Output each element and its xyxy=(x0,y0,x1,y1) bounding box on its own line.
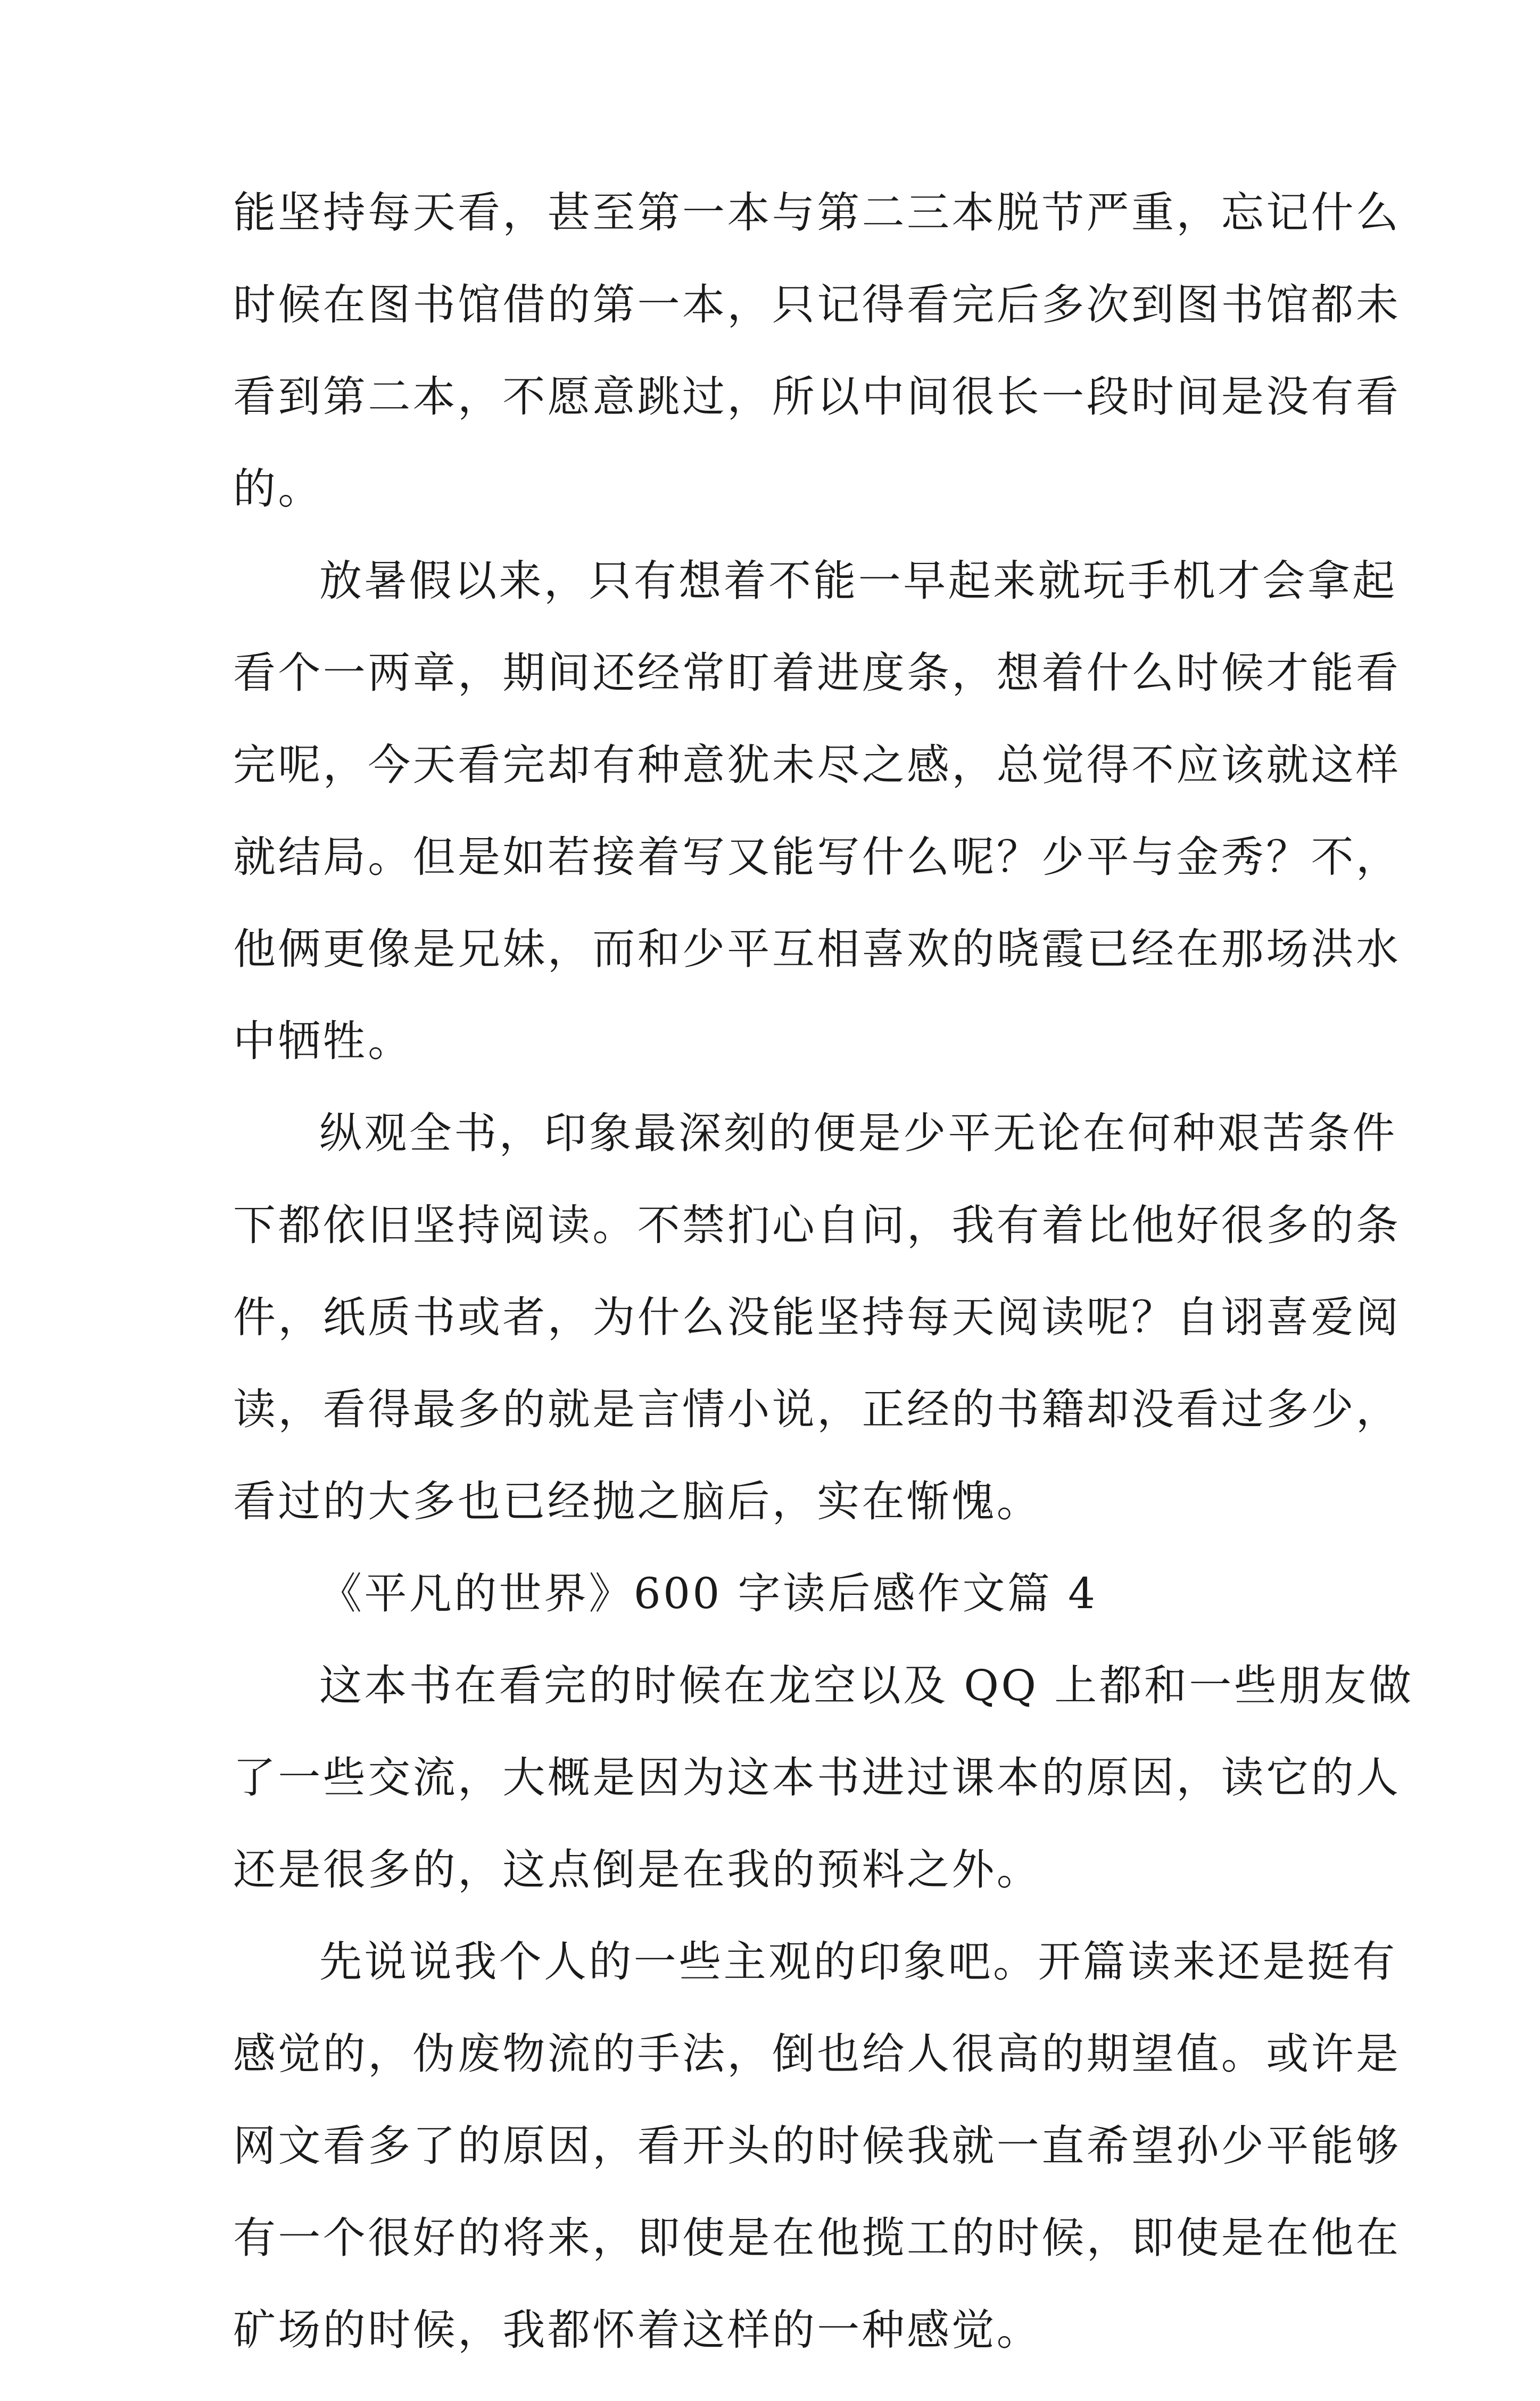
text-line: 的。 xyxy=(233,464,323,514)
text-line: 感觉的，伪废物流的手法，倒也给人很高的期望值。或许是 xyxy=(233,2029,1401,2079)
text-line: 纵观全书，印象最深刻的便是少平无论在何种艰苦条件 xyxy=(319,1108,1397,1158)
text-line: 看到第二本，不愿意跳过，所以中间很长一段时间是没有看 xyxy=(233,372,1401,421)
text-line: 读，看得最多的就是言情小说，正经的书籍却没看过多少， xyxy=(233,1385,1401,1434)
text-line: 放暑假以来，只有想着不能一早起来就玩手机才会拿起 xyxy=(319,556,1397,606)
text-line: 能坚持每天看，甚至第一本与第二三本脱节严重，忘记什么 xyxy=(233,188,1401,237)
text-line: 看过的大多也已经抛之脑后，实在惭愧。 xyxy=(233,1477,1042,1526)
text-line: 有一个很好的将来，即使是在他揽工的时候，即使是在他在 xyxy=(233,2213,1401,2263)
text-line: 就结局。但是如若接着写又能写什么呢？少平与金秀？不， xyxy=(233,832,1401,882)
text-line: 下都依旧坚持阅读。不禁扪心自问，我有着比他好很多的条 xyxy=(233,1200,1401,1250)
text-line: 完呢，今天看完却有种意犹未尽之感，总觉得不应该就这样 xyxy=(233,740,1401,790)
text-line: 先说说我个人的一些主观的印象吧。开篇读来还是挺有 xyxy=(319,1937,1397,1986)
text-line: 看个一两章，期间还经常盯着进度条，想着什么时候才能看 xyxy=(233,648,1401,698)
text-line: 网文看多了的原因，看开头的时候我就一直希望孙少平能够 xyxy=(233,2121,1401,2171)
document-body xyxy=(233,188,1414,2401)
text-line: 还是很多的，这点倒是在我的预料之外。 xyxy=(233,1845,1042,1894)
text-line: 他俩更像是兄妹，而和少平互相喜欢的晓霞已经在那场洪水 xyxy=(233,924,1401,974)
text-line: 中牺牲。 xyxy=(233,1016,413,1066)
text-line: 时候在图书馆借的第一本，只记得看完后多次到图书馆都未 xyxy=(233,280,1401,329)
text-line: 矿场的时候，我都怀着这样的一种感觉。 xyxy=(233,2305,1042,2355)
text-line: 《平凡的世界》600 字读后感作文篇 4 xyxy=(319,1569,1098,1618)
text-line: 件，纸质书或者，为什么没能坚持每天阅读呢？自诩喜爱阅 xyxy=(233,1293,1401,1342)
text-line: 这本书在看完的时候在龙空以及 QQ 上都和一些朋友做 xyxy=(319,1661,1414,1710)
text-line: 了一些交流，大概是因为这本书进过课本的原因，读它的人 xyxy=(233,1753,1401,1802)
